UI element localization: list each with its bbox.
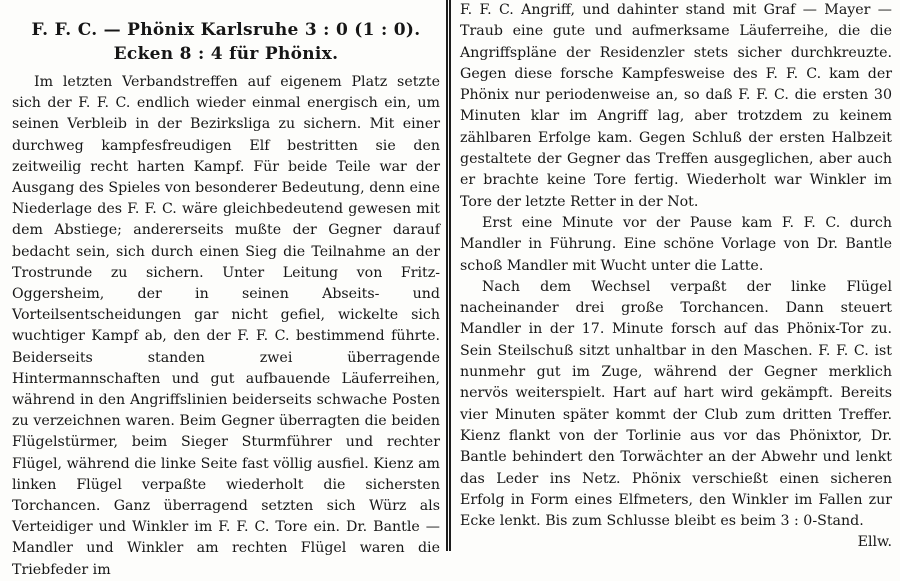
author-signature: Ellw. [857,534,892,551]
right-column [452,0,900,551]
right-paragraph: Nach dem Wechsel verpaßt der linke Flügel nacheinander drei große Torchancen. Dann steuert Mandler in der 17. Minute forsch auf das Phönix-Tor zu. Sein Steilschuß sitzt unhaltbar in den Maschen. F. F. C. ist nunmehr gut im Zuge, während der Gegner merklich nervös weiterspielt. Hart auf hart wird gekämpft. Bereits vier Minuten später kommt der Club zum dritten Treffer. Kienz flankt von der Torlinie aus vor das Phönixtor, Dr. Bantle behindert den Torwächter an der Abwehr und lenkt das Leder ins Netz. Phönix verschießt einen sicheren Erfolg in Form eines Elfmeters, den Winkler im Fallen zur Ecke lenkt. Bis zum Schlusse bleibt es beim 3 : 0-Stand. [460,278,892,530]
left-paragraph: Im letzten Verbandstreffen auf eigenem Platz setzte sich der F. F. C. endlich wieder einmal energisch ein, um seinen Verbleib in der Bezirksliga zu sichern. Mit einer durchweg kampfesfreudigen Elf bestritten sie den zeitweilig recht harten Kampf. Für beide Teile war der Ausgang des Spieles von besonderer Bedeutung, denn eine Niederlage des F. F. C. wäre gleichbedeutend gewesen mit dem Abstiege; andererseits mußte der Gegner darauf bedacht sein, sich durch einen Sieg die Teilnahme an der Trostrunde zu sichern. Unter Leitung von Fritz-Oggersheim, der in seinen Abseits- und Vorteilsentscheidungen gar nicht gefiel, wickelte sich wuchtiger Kampf ab, den der F. F. C. bestimmend führte. Beiderseits standen zwei überragende Hintermannschaften und gut aufbauende Läuferreihen, während in den Angriffslinien beiderseits schwache Posten zu verzeichnen waren. Beim Gegner überragten die beiden Flügelstürmer, beim Sieger Sturmführer und rechter Flügel, während die linke Seite fast völlig ausfiel. Kienz am linken Flügel verpaßte wiederholt die sichersten Torchancen. Ganz überragend setzten sich Würz als Verteidiger und Winkler im F. F. C. Tore ein. Dr. Bantle — Mandler und Winkler am rechten Flügel waren die Triebfeder im [12,74,440,578]
left-column [0,0,446,578]
headline-corners: Ecken 8 : 4 für Phönix. [113,44,339,64]
headline-match-result: F. F. C. — Phönix Karlsruhe 3 : 0 (1 : 0). [31,20,421,40]
right-paragraph: Erst eine Minute vor der Pause kam F. F. C. durch Mandler in Führung. Eine schöne Vorlage von Dr. Bantle schoß Mandler mit Wucht unter die Latte. [460,214,892,274]
column-divider [446,0,448,551]
right-paragraph: F. F. C. Angriff, und dahinter stand mit Graf — Mayer — Traub eine gute und aufmerksame Läuferreihe, die die Angriffspläne der Residenzler stets sicher durchkreuzte. Gegen diese forsche Kampfesweise des F. F. C. kam der Phönix nur periodenweise an, so daß F. F. C. die ersten 30 Minuten klar im Angriff lag, aber trotzdem zu keinem zählbaren Erfolge kam. Gegen Schluß der ersten Halbzeit gestaltete der Gegner das Treffen ausgeglichen, aber auch er brachte keine Tore fertig. Wiederholt war Winkler im Tore der letzte Retter in der Not. [460,2,892,210]
headline [12,18,440,66]
